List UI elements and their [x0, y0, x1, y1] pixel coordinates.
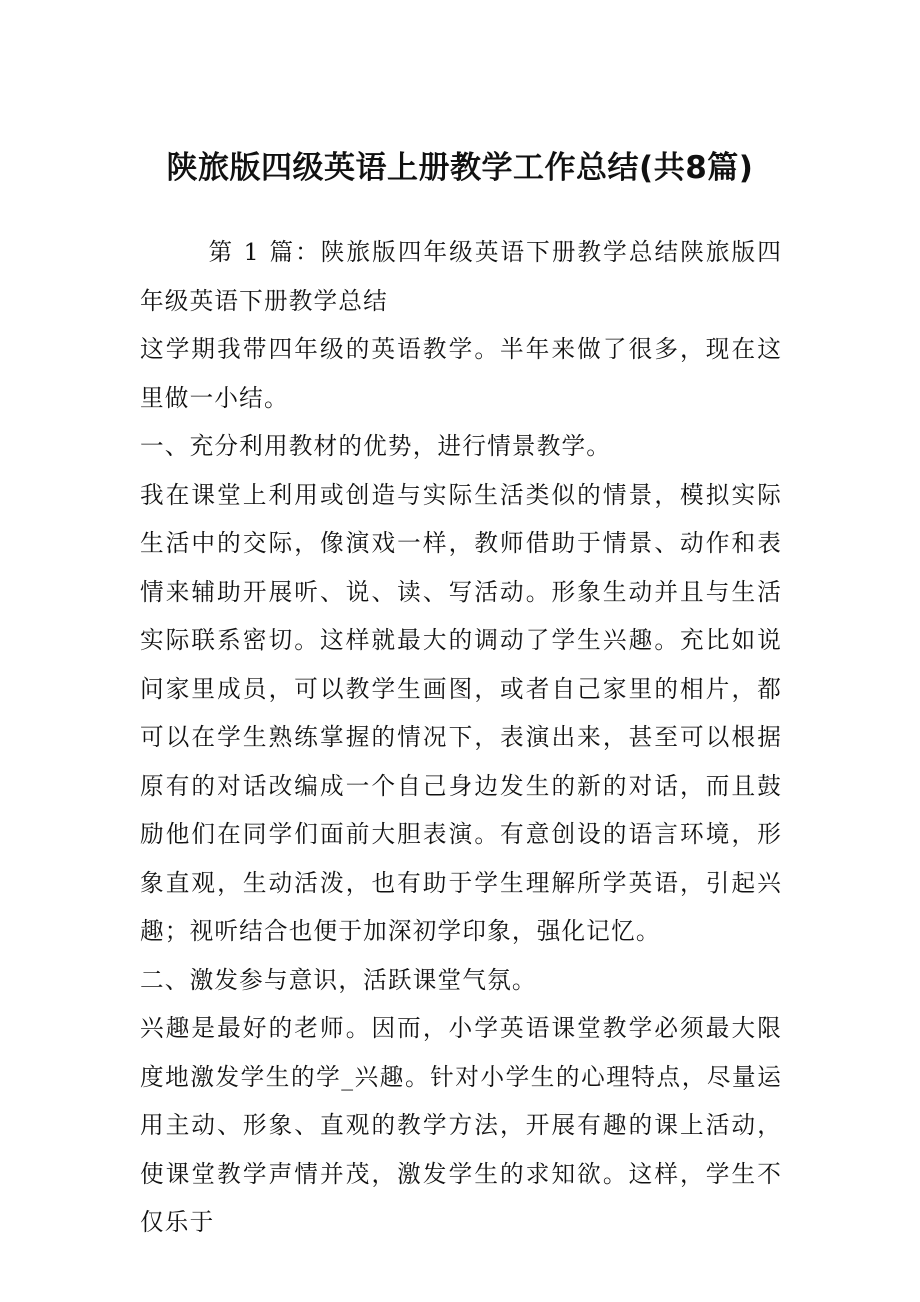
paragraph: 这学期我带四年级的英语教学。半年来做了很多，现在这里做一小结。 [140, 335, 782, 412]
paragraph-heading: 第 1 篇：陕旅版四年级英语下册教学总结陕旅版四年级英语下册教学总结 [140, 238, 782, 315]
paragraph: 兴趣是最好的老师。因而，小学英语课堂教学必须最大限度地激发学生的学_兴趣。针对小学生的心理特点，尽量运用主动、形象、直观的教学方法，开展有趣的课上活动，使课堂教学声情并茂，激发学生的求知欲。这样，学生不仅乐于 [140, 1014, 782, 1236]
section-heading: 二、激发参与意识，活跃课堂气氛。 [140, 965, 537, 994]
document-title: 陕旅版四级英语上册教学工作总结(共8篇) [166, 150, 754, 186]
paragraph: 我在课堂上利用或创造与实际生活类似的情景，模拟实际生活中的交际，像演戏一样，教师借助于情景、动作和表情来辅助开展听、说、读、写活动。形象生动并且与生活实际联系密切。这样就最大的调动了学生兴趣。充比如说问家里成员，可以教学生画图，或者自己家里的相片，都可以在学生熟练掌握的情况下，表演出来，甚至可以根据原有的对话改编成一个自己身边发生的新的对话，而且鼓励他们在同学们面前大胆表演。有意创设的语言环境，形象直观，生动活泼，也有助于学生理解所学英语，引起兴趣；视听结合也便于加深初学印象，强化记忆。 [140, 480, 782, 945]
section-heading: 一、充分利用教材的优势，进行情景教学。 [140, 432, 612, 460]
document-body [140, 228, 782, 1247]
